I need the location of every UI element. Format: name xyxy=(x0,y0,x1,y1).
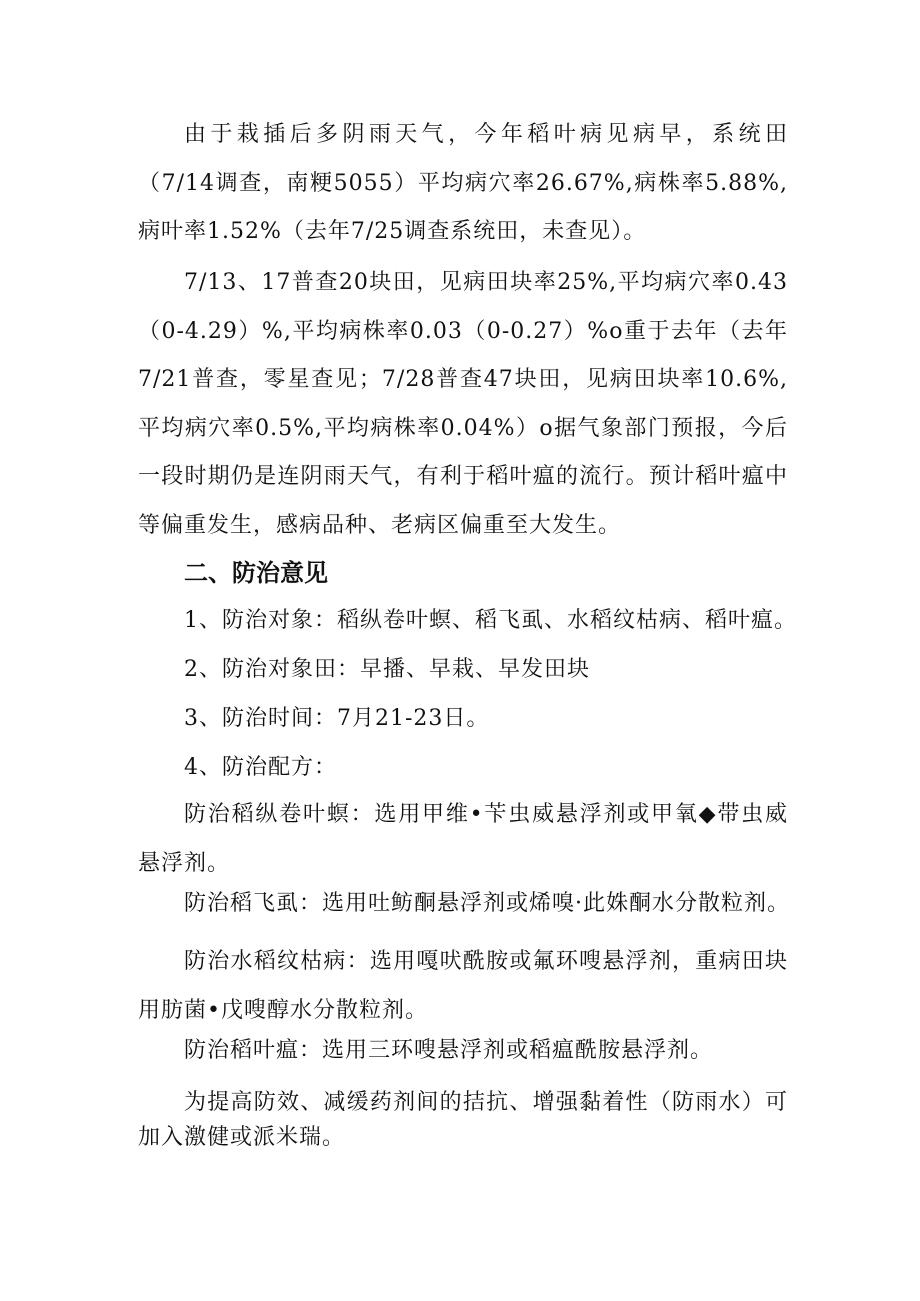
list-item-target-fields: 2、防治对象田：早播、早栽、早发田块 xyxy=(184,657,590,682)
list-item-timing: 3、防治时间：7月21-23日。 xyxy=(184,706,490,731)
paragraph-early-disease: 由于栽插后多阴雨天气，今年稻叶病见病早，系统田（7/14调查，南粳5055）平均病穴率26.67%,病株率5.88%,病叶率1.52%（去年7/25调查系统田，未查见）。 xyxy=(138,122,788,244)
recipe-adjuvant-note: 为提高防效、减缓药剂间的拮抗、增强黏着性（防雨水）可加入激健或派米瑞。 xyxy=(138,1090,788,1150)
paragraph-survey-forecast: 7/13、17普查20块田，见病田块率25%,平均病穴率0.43（0-4.29）%,平均病株率0.03（0-0.27）%o重于去年（去年7/21普查，零星查见；7/28普查47块田，见病田块率10.6%,平均病穴率0.5%,平均病株率0.04%）o据气象部门预报，今后一段时期仍是连阴雨天气，有利于稻叶瘟的流行。预计稻叶瘟中等偏重发生，感病品种、老病区偏重至大发生。 xyxy=(138,270,788,538)
recipe-sheath-blight: 防治水稻纹枯病：选用嘎吠酰胺或氟环嗖悬浮剂，重病田块用肪菌•戊嗖醇水分散粒剂。 xyxy=(138,949,788,1023)
section-heading: 二、防治意见 xyxy=(184,559,328,587)
recipe-leaf-blast: 防治稻叶瘟：选用三环嗖悬浮剂或稻瘟酰胺悬浮剂。 xyxy=(184,1038,714,1063)
recipe-leaf-roller: 防治稻纵卷叶螟：选用甲维•苄虫威悬浮剂或甲氧◆带虫威悬浮剂。 xyxy=(138,802,788,876)
recipe-planthopper: 防治稻飞虱：选用吐鲂酮悬浮剂或烯嗅·此姝酮水分散粒剂。 xyxy=(184,891,790,916)
list-item-formula: 4、防治配方： xyxy=(184,755,337,780)
list-item-target: 1、防治对象：稻纵卷叶螟、稻飞虱、水稻纹枯病、稻叶瘟。 xyxy=(184,608,797,633)
